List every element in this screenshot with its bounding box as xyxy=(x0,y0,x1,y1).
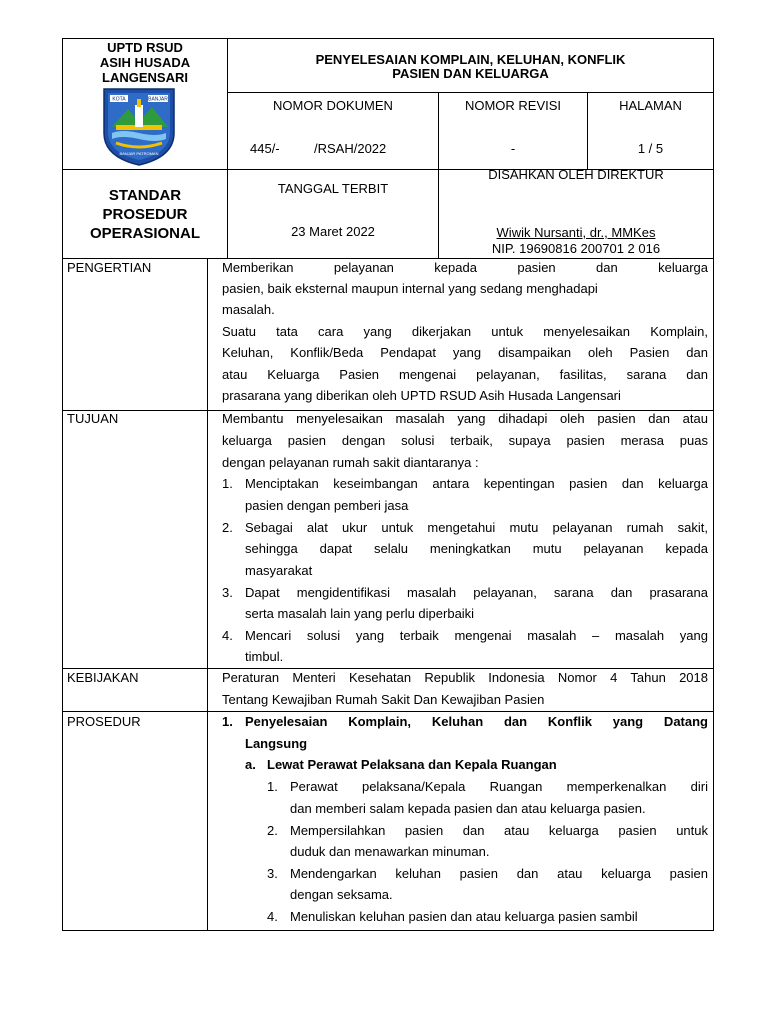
tujuan-item-line: Dapat mengidentifikasi masalah pelayanan, sarana dan prasarana xyxy=(245,585,708,600)
prosedur-step-line: dan memberi salam kepada pasien dan atau keluarga pasien. xyxy=(290,801,646,816)
director-nip: NIP. 19690816 200701 2 016 xyxy=(491,241,661,256)
prosedur-step-number: 1. xyxy=(267,779,278,794)
tujuan-intro-line: Membantu menyelesaikan masalah yang dihadapi oleh pasien dan atau xyxy=(222,411,708,426)
pengertian-label: PENGERTIAN xyxy=(67,260,152,275)
prosedur-heading-line: Penyelesaian Komplain, Keluhan dan Konflik yang Datang xyxy=(245,714,708,729)
tujuan-item-line: pasien dengan pemberi jasa xyxy=(245,498,409,513)
sop-label-line1: STANDAR xyxy=(108,187,182,204)
prosedur-heading-number: 1. xyxy=(222,714,233,729)
logo-text-bottom: BANJAR PATROMAN xyxy=(119,151,159,156)
disahkan-label: DISAHKAN OLEH DIREKTUR xyxy=(488,167,664,182)
tujuan-item-line: serta masalah lain yang perlu diperbaiki xyxy=(245,606,475,621)
prosedur-step-line: dengan seksama. xyxy=(290,887,393,902)
tujuan-item-line: sehingga dapat selalu meningkatkan mutu pelayanan kepada xyxy=(245,541,708,556)
halaman-value: 1 / 5 xyxy=(637,141,664,156)
tujuan-item-line: masyarakat xyxy=(245,563,313,578)
pengertian-line: Suatu tata cara yang dikerjakan untuk menyelesaikan Komplain, xyxy=(222,324,708,339)
tanggal-terbit-value: 23 Maret 2022 xyxy=(291,224,375,239)
nomor-revisi-label: NOMOR REVISI xyxy=(464,98,562,113)
kebijakan-line: Peraturan Menteri Kesehatan Republik Indonesia Nomor 4 Tahun 2018 xyxy=(222,670,708,685)
tujuan-item-line: Sebagai alat ukur untuk mengetahui mutu pelayanan rumah sakit, xyxy=(245,520,708,535)
tujuan-item-line: timbul. xyxy=(245,649,284,664)
nomor-dokumen-value-prefix: 445/- xyxy=(250,141,280,156)
prosedur-subheading-text: Lewat Perawat Pelaksana dan Kepala Ruangan xyxy=(267,757,557,772)
tujuan-item-number: 4. xyxy=(222,628,233,643)
org-name-line2: ASIH HUSADA xyxy=(99,55,191,70)
prosedur-step-number: 4. xyxy=(267,909,278,924)
tujuan-item-number: 1. xyxy=(222,476,233,491)
nomor-dokumen-value-suffix: /RSAH/2022 xyxy=(314,141,387,156)
prosedur-step-line: duduk dan menawarkan minuman. xyxy=(290,844,490,859)
director-name: Wiwik Nursanti, dr., MMKes xyxy=(496,225,656,240)
sop-label-line3: OPERASIONAL xyxy=(89,225,200,242)
prosedur-step-line: Perawat pelaksana/Kepala Ruangan memperkenalkan diri xyxy=(290,779,708,794)
tanggal-terbit-label: TANGGAL TERBIT xyxy=(277,181,389,196)
prosedur-step-number: 3. xyxy=(267,866,278,881)
document-title-line2: PASIEN DAN KELUARGA xyxy=(392,66,549,81)
logo-text-left: KOTA xyxy=(112,96,126,103)
table-border-bottom xyxy=(62,930,714,931)
pengertian-line: Keluhan, Konflik/Beda Pendapat yang disampaikan oleh Pasien dan xyxy=(222,345,708,360)
org-name-line1: UPTD RSUD xyxy=(107,40,183,55)
prosedur-subheading-letter: a. xyxy=(245,757,256,772)
pengertian-line: prasarana yang diberikan oleh UPTD RSUD Asih Husada Langensari xyxy=(222,388,621,403)
tujuan-label: TUJUAN xyxy=(67,411,119,426)
tujuan-item-number: 3. xyxy=(222,585,233,600)
prosedur-label: PROSEDUR xyxy=(67,714,141,729)
tujuan-item-line: Mencari solusi yang terbaik mengenai masalah – masalah yang xyxy=(245,628,708,643)
tujuan-intro-line: dengan pelayanan rumah sakit diantaranya : xyxy=(222,455,479,470)
pengertian-line: pasien, baik eksternal maupun internal yang sedang menghadapi xyxy=(222,281,598,296)
logo-text-right: BANJAR xyxy=(148,96,168,103)
table-line-title-bottom xyxy=(227,92,714,93)
nomor-revisi-value: - xyxy=(510,141,516,156)
tujuan-intro-line: keluarga pasien dengan solusi terbaik, supaya pasien merasa puas xyxy=(222,433,708,448)
pengertian-line: Memberikan pelayanan kepada pasien dan keluarga xyxy=(222,260,708,275)
table-border-top xyxy=(62,38,714,39)
tujuan-item-number: 2. xyxy=(222,520,233,535)
table-border-right xyxy=(713,38,714,931)
prosedur-step-number: 2. xyxy=(267,823,278,838)
tujuan-item-line: Menciptakan keseimbangan antara kepentingan pasien dan keluarga xyxy=(245,476,708,491)
pengertian-line: masalah. xyxy=(222,302,275,317)
prosedur-step-line: Mendengarkan keluhan pasien dan atau keluarga pasien xyxy=(290,866,708,881)
halaman-label: HALAMAN xyxy=(619,98,682,113)
org-name-line3: LANGENSARI xyxy=(102,70,188,85)
prosedur-step-line: Mempersilahkan pasien dan atau keluarga pasien untuk xyxy=(290,823,708,838)
pengertian-line: atau Keluarga Pasien mengenai pelayanan, fasilitas, sarana dan xyxy=(222,367,708,382)
sop-label-line2: PROSEDUR xyxy=(102,206,188,223)
document-title-line1: PENYELESAIAN KOMPLAIN, KELUHAN, KONFLIK xyxy=(315,52,626,67)
prosedur-step-line: Menuliskan keluhan pasien dan atau keluarga pasien sambil xyxy=(290,909,638,924)
nomor-dokumen-label: NOMOR DOKUMEN xyxy=(273,98,393,113)
kebijakan-line: Tentang Kewajiban Rumah Sakit Dan Kewajiban Pasien xyxy=(222,692,545,707)
table-border-left xyxy=(62,38,63,931)
kota-banjar-logo xyxy=(102,87,176,167)
table-line-label-column xyxy=(207,258,208,931)
kebijakan-label: KEBIJAKAN xyxy=(67,670,139,685)
prosedur-heading-line: Langsung xyxy=(245,736,308,751)
